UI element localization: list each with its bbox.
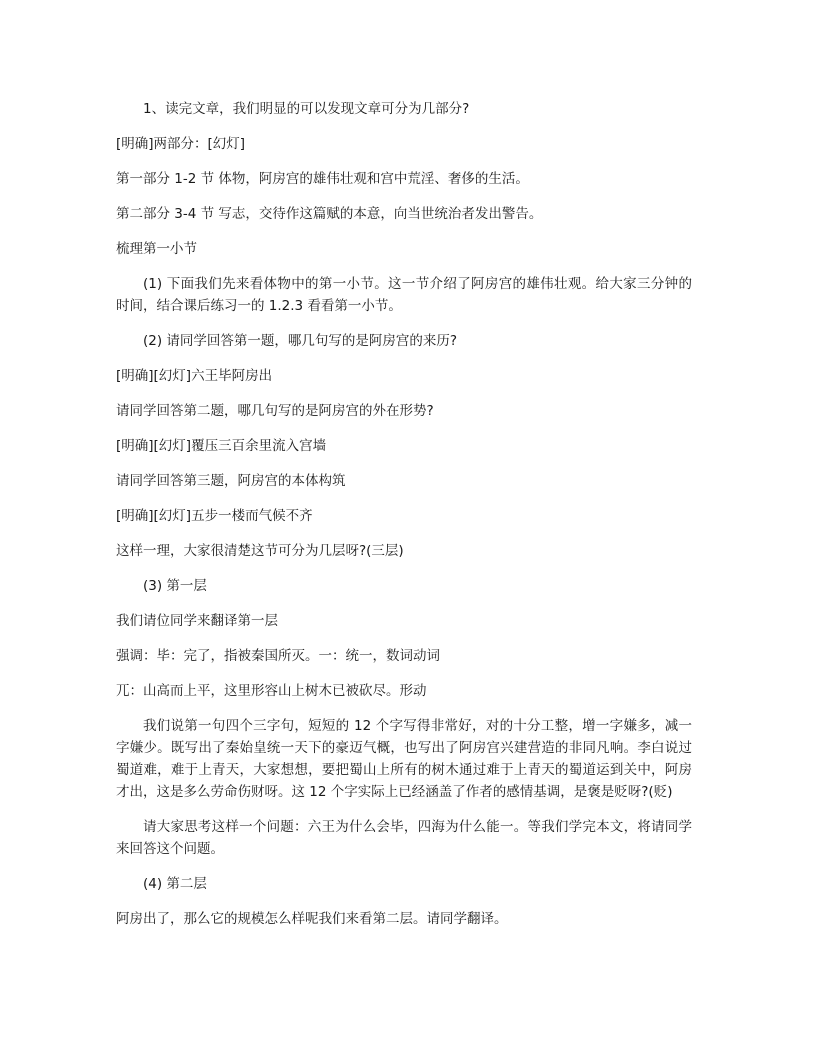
question-paragraph: 1、读完文章，我们明显的可以发现文章可分为几部分? bbox=[143, 101, 470, 117]
step-two-paragraph: (2) 请同学回答第一题，哪几句写的是阿房宫的来历? bbox=[143, 333, 458, 349]
analysis-paragraph: 我们说第一句四个三字句，短短的 12 个字写得非常好，对的十分工整，增一字嫌多，减一字嫌少。既写出了秦始皇统一天下的豪迈气概，也写出了阿房宫兴建营造的非同凡响。李白说过蜀道难，难于上青天，大家想想，要把蜀山上所有的树木通过难于上青天的蜀道运到关中，阿房才出，这是多么劳命伤财呀。这 12 个字实际上已经涵盖了作者的感情基调，是褒是贬呀?(贬) bbox=[116, 718, 692, 800]
emphasis-paragraph: 兀：山高而上平，这里形容山上树木已被砍尽。形动 bbox=[116, 683, 427, 699]
instruction-paragraph: 我们请位同学来翻译第一层 bbox=[116, 613, 278, 629]
summary-paragraph: 这样一理，大家很清楚这节可分为几层呀?(三层) bbox=[116, 543, 404, 559]
answer-paragraph: [明确][幻灯]六王毕阿房出 bbox=[116, 368, 273, 384]
document-body bbox=[116, 98, 692, 943]
answer-paragraph: [明确][幻灯]五步一楼而气候不齐 bbox=[116, 508, 313, 524]
answer-paragraph: [明确]两部分：[幻灯] bbox=[116, 136, 246, 152]
step-one-paragraph: (1) 下面我们先来看体物中的第一小节。这一节介绍了阿房宫的雄伟壮观。给大家三分钟的时间，结合课后练习一的 1.2.3 看看第一小节。 bbox=[116, 276, 692, 314]
question-paragraph: 请同学回答第三题，阿房宫的本体构筑 bbox=[116, 473, 346, 489]
step-three-heading: (3) 第一层 bbox=[143, 578, 207, 594]
part-two-paragraph: 第二部分 3-4 节 写志，交待作这篇赋的本意，向当世统治者发出警告。 bbox=[116, 206, 543, 222]
part-one-paragraph: 第一部分 1-2 节 体物，阿房宫的雄伟壮观和宫中荒淫、奢侈的生活。 bbox=[116, 171, 529, 187]
answer-paragraph: [明确][幻灯]覆压三百余里流入宫墙 bbox=[116, 438, 327, 454]
reflection-paragraph: 请大家思考这样一个问题：六王为什么会毕，四海为什么能一。等我们学完本文，将请同学来回答这个问题。 bbox=[116, 819, 692, 857]
question-paragraph: 请同学回答第二题，哪几句写的是阿房宫的外在形势? bbox=[116, 403, 434, 419]
step-four-heading: (4) 第二层 bbox=[143, 876, 207, 892]
instruction-paragraph: 阿房出了，那么它的规模怎么样呢我们来看第二层。请同学翻译。 bbox=[116, 911, 508, 927]
section-heading: 梳理第一小节 bbox=[116, 241, 197, 257]
emphasis-paragraph: 强调：毕：完了，指被秦国所灭。一：统一，数词动词 bbox=[116, 648, 440, 664]
